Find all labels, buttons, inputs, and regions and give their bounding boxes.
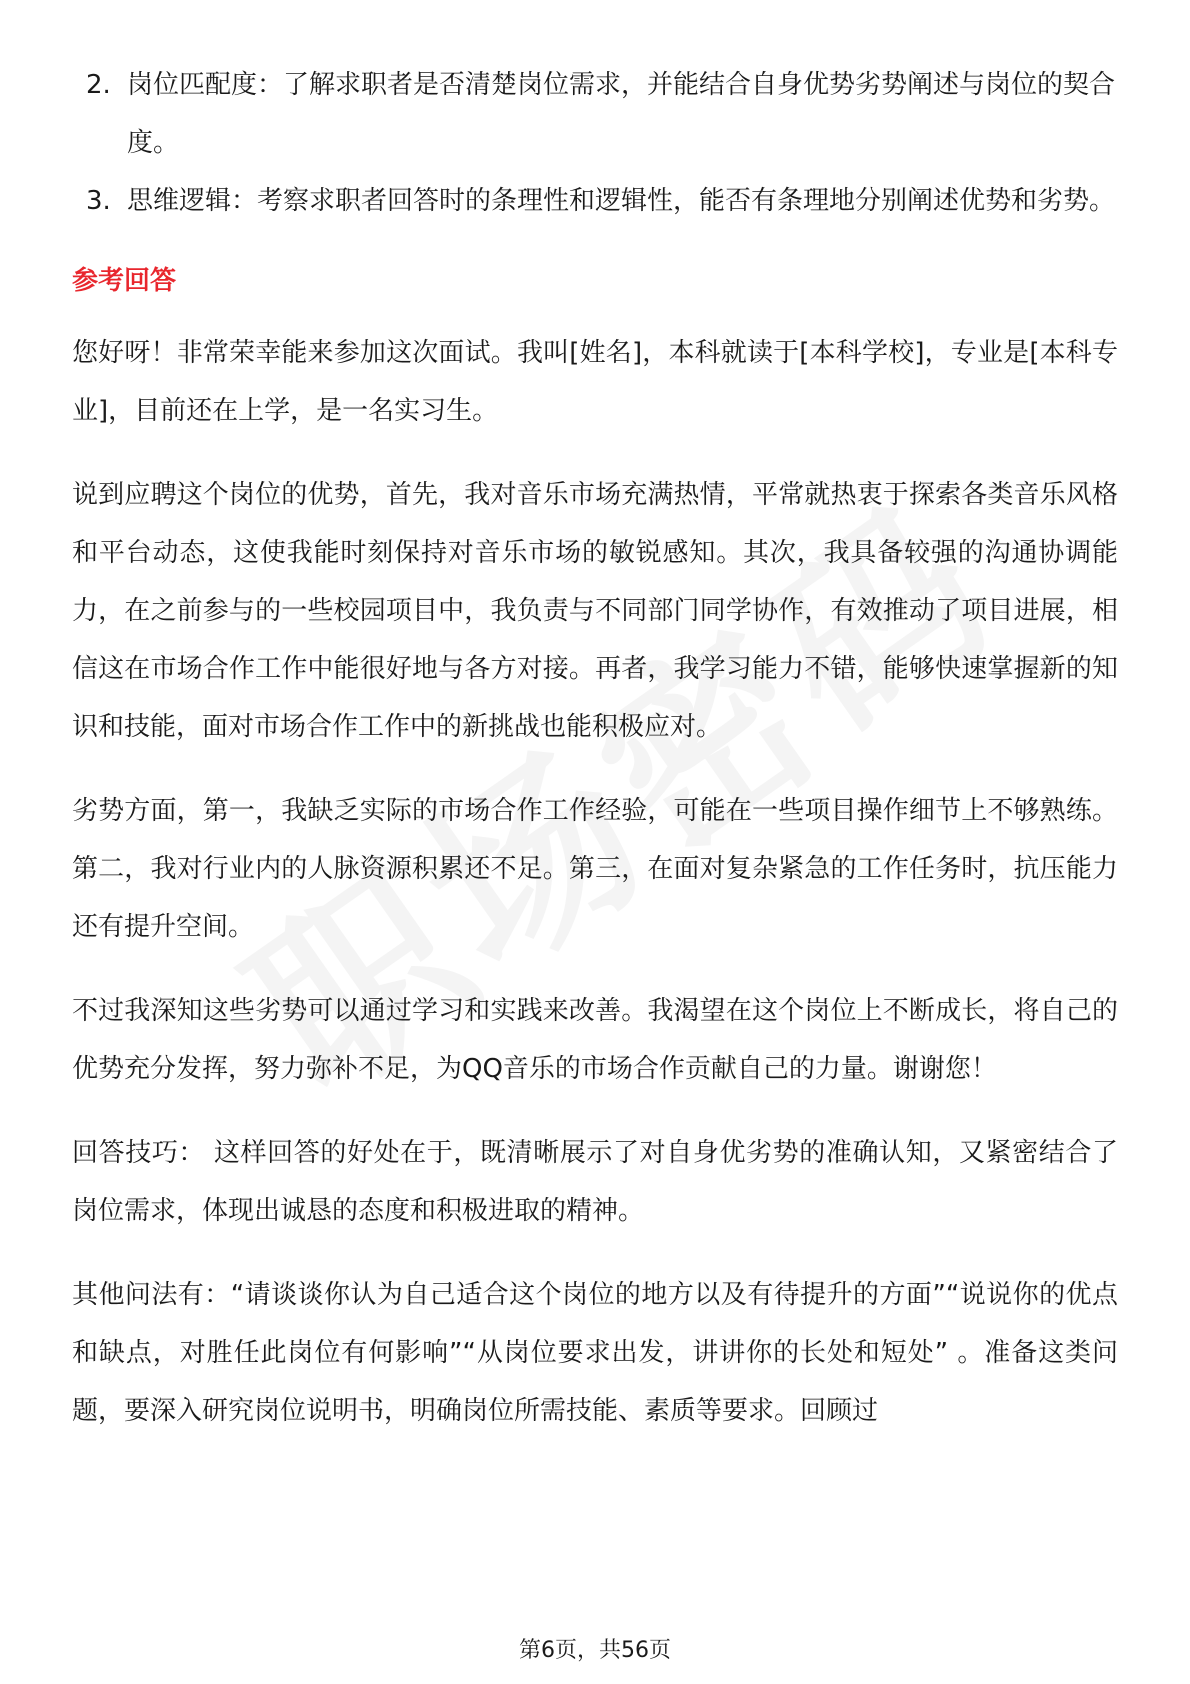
section-heading: 参考回答: [72, 266, 177, 296]
paragraph-strengths: 说到应聘这个岗位的优势，首先，我对音乐市场充满热情，平常就热衷于探索各类音乐风格和平台动态，这使我能时刻保持对音乐市场的敏锐感知。其次，我具备较强的沟通协调能力，在之前参与的一些校园项目中，我负责与不同部门同学协作，有效推动了项目进展，相信这在市场合作工作中能很好地与各方对接。再者，我学习能力不错，能够快速掌握新的知识和技能，面对市场合作工作中的新挑战也能积极应对。: [72, 480, 1118, 742]
list-item: [72, 172, 1118, 230]
list-number: 2.: [86, 70, 111, 100]
list-text: 岗位匹配度：了解求职者是否清楚岗位需求，并能结合自身优势劣势阐述与岗位的契合度。: [127, 70, 1116, 158]
paragraph-weaknesses: 劣势方面，第一，我缺乏实际的市场合作工作经验，可能在一些项目操作细节上不够熟练。第二，我对行业内的人脉资源积累还不足。第三，在面对复杂紧急的工作任务时，抗压能力还有提升空间。: [72, 796, 1118, 942]
criteria-list: [72, 56, 1118, 230]
page-footer: 第6页，共56页: [519, 1638, 671, 1663]
paragraph-closing: 不过我深知这些劣势可以通过学习和实践来改善。我渴望在这个岗位上不断成长，将自己的优势充分发挥，努力弥补不足，为QQ音乐的市场合作贡献自己的力量。谢谢您！: [72, 996, 1118, 1084]
list-number: 3.: [86, 186, 111, 216]
list-text: 思维逻辑：考察求职者回答时的条理性和逻辑性，能否有条理地分别阐述优势和劣势。: [127, 186, 1116, 216]
paragraph-tips: 回答技巧： 这样回答的好处在于，既清晰展示了对自身优劣势的准确认知，又紧密结合了岗位需求，体现出诚恳的态度和积极进取的精神。: [72, 1138, 1118, 1226]
paragraph-other-questions: 其他问法有：“请谈谈你认为自己适合这个岗位的地方以及有待提升的方面”“说说你的优点和缺点，对胜任此岗位有何影响”“从岗位要求出发，讲讲你的长处和短处” 。准备这类问题，要深入研究岗位说明书，明确岗位所需技能、素质等要求。回顾过: [72, 1280, 1118, 1426]
paragraph-intro: 您好呀！非常荣幸能来参加这次面试。我叫[姓名]，本科就读于[本科学校]，专业是[本科专业]，目前还在上学，是一名实习生。: [72, 338, 1118, 426]
page-content: [72, 56, 1118, 1440]
list-item: [72, 56, 1118, 172]
